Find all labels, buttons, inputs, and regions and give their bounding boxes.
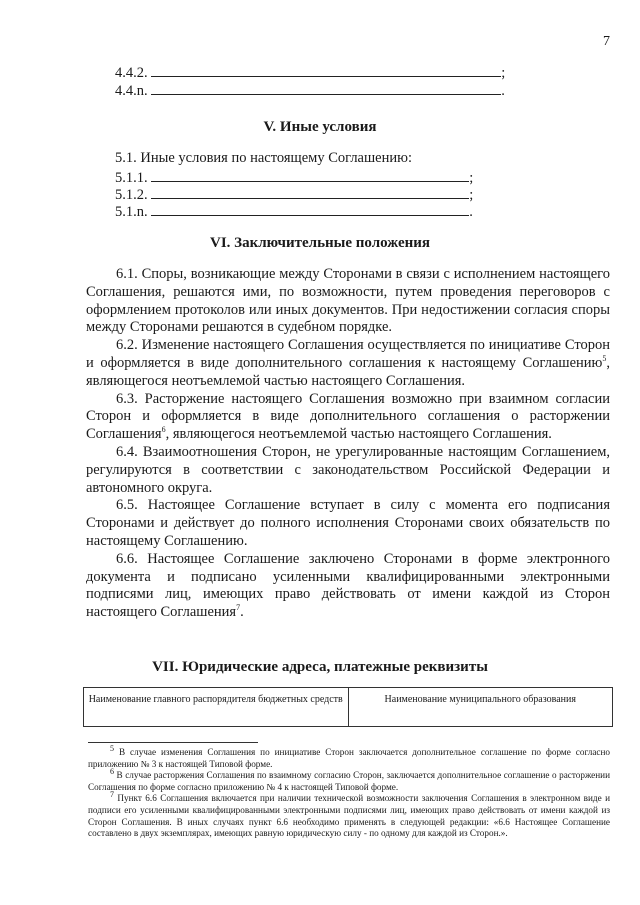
blank-underline: [151, 81, 501, 95]
requisites-table: [83, 687, 613, 727]
footnote-number: 7: [110, 790, 114, 800]
line-number: 4.4.2.: [115, 65, 148, 81]
blank-line-4-4-n: [115, 81, 505, 100]
line-end: .: [469, 204, 473, 220]
clause-6-3: [86, 391, 610, 444]
footnote-number: 5: [110, 743, 114, 753]
blank-underline: [151, 185, 469, 199]
blank-underline: [151, 168, 469, 182]
section-5-title: V. Иные условия: [263, 119, 377, 135]
line-number: 5.1.n.: [115, 204, 148, 220]
footnote-6: [88, 767, 610, 793]
clause-text: , являющегося неотъемлемой частью настоящего Соглашения.: [86, 354, 610, 389]
section-7-title: VII. Юридические адреса, платежные реквизиты: [152, 659, 488, 675]
clause-6-5: 6.5. Настоящее Соглашение вступает в силу с момента его подписания Сторонами и действует до полного исполнения Сторонами своих обязательств по настоящему Соглашению.: [86, 497, 610, 549]
section-5-intro: 5.1. Иные условия по настоящему Соглашению:: [115, 150, 412, 166]
table-header-municipality: Наименование муниципального образования: [348, 688, 613, 726]
footnote-text: В случае расторжения Соглашения по взаимному согласию Сторон, заключается дополнительное соглашение о расторжении Соглашения по форме согласно приложению № 4 к настоящей Типовой форме.: [88, 770, 610, 792]
clause-6-6: [86, 551, 610, 622]
line-end: ;: [501, 65, 506, 81]
footnote-7: [88, 790, 610, 839]
line-end: .: [501, 83, 505, 99]
clause-text: 6.2. Изменение настоящего Соглашения осуществляется по инициативе Сторон и оформляется в виде дополнительного соглашения к настоящему Соглашению: [86, 337, 610, 371]
clause-text: 6.6. Настоящее Соглашение заключено Сторонами в форме электронного документа и подписано усиленными квалифицированными электронными подписями лиц, имеющих право действовать от имени каждой из Сторон настоящего Соглашения: [86, 550, 610, 621]
page-number: 7: [603, 34, 610, 49]
line-number: 4.4.n.: [115, 83, 148, 99]
clause-text: 6.3. Расторжение настоящего Соглашения возможно при взаимном согласии Сторон и оформляется в виде дополнительного соглашения о расторжении Соглашения: [86, 390, 610, 443]
clause-text: .: [240, 604, 244, 621]
footnote-ref-7: 7: [236, 603, 241, 613]
blank-underline: [151, 63, 501, 77]
footnote-5: [88, 743, 610, 770]
section-6-title: VI. Заключительные положения: [210, 235, 430, 251]
footnote-text: Пункт 6.6 Соглашения включается при наличии технической возможности заключения Соглашения в электронном виде и подписи его усиленными квалифицированными электронными подписями лиц, имеющих право действовать от имени каждой из Сторон Соглашения. В иных случаях пункт 6.6 необходимо применять в следующей редакции: «6.6 Настоящее Соглашение составлено в двух экземплярах, имеющих равную юридическую силу - по одному для каждой из Сторон.».: [88, 793, 610, 839]
clause-6-2: [86, 337, 610, 390]
footnote-text: В случае изменения Соглашения по инициативе Сторон заключается дополнительное соглашение по форме согласно приложению № 3 к настоящей Типовой форме.: [88, 747, 610, 769]
footnote-ref-5: 5: [602, 354, 607, 364]
line-number: 5.1.1.: [115, 170, 148, 186]
clause-6-1: 6.1. Споры, возникающие между Сторонами в связи с исполнением настоящего Соглашения, решаются ими, по возможности, путем проведения переговоров с оформлением протоколов или иных документов. При недостижении согласия споры между Сторонами решаются в судебном порядке.: [86, 266, 610, 336]
blank-underline: [151, 202, 469, 216]
clause-6-4: 6.4. Взаимоотношения Сторон, не урегулированные настоящим Соглашением, регулируются в соответствии с законодательством Российской Федерации и автономного округа.: [86, 443, 610, 496]
footnote-divider: [88, 742, 258, 743]
table-header-grbs: Наименование главного распорядителя бюджетных средств: [88, 694, 343, 705]
line-number: 5.1.2.: [115, 187, 148, 203]
footnotes: [88, 743, 610, 840]
footnote-ref-6: 6: [161, 425, 166, 435]
section-6-body: [86, 266, 610, 622]
line-end: ;: [469, 170, 474, 186]
line-end: ;: [469, 187, 474, 203]
clause-text: , являющегося неотъемлемой частью настоящего Соглашения.: [165, 426, 552, 443]
blank-line-4-4-2: [115, 63, 505, 82]
blank-line-5-1-n: [115, 202, 473, 221]
footnote-number: 6: [110, 767, 114, 777]
